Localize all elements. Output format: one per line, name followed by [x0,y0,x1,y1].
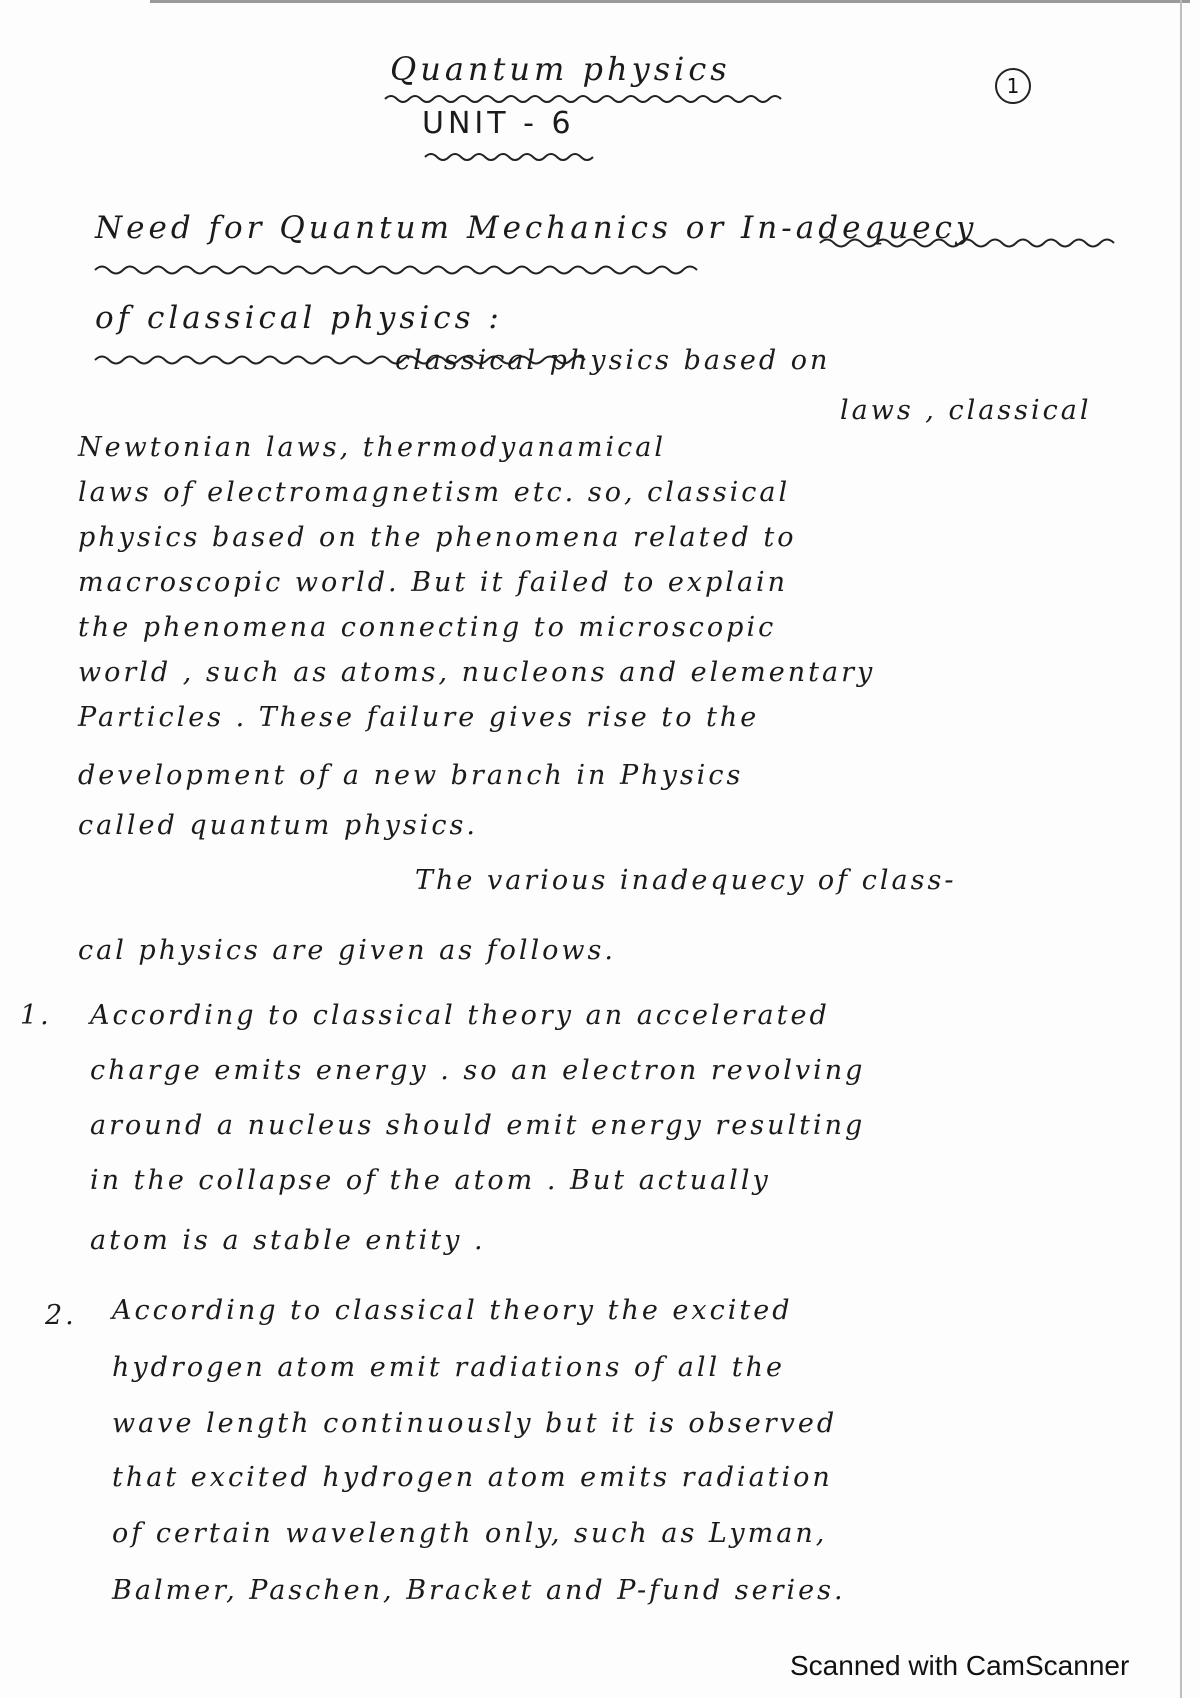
paragraph1-line: classical physics based on [395,345,831,376]
unit-label: UNIT - 6 [422,106,575,141]
point2-line: of certain wavelength only, such as Lyman, [112,1518,828,1549]
unit-underline [425,150,605,164]
point1-line: in the collapse of the atom . But actually [90,1165,771,1196]
paragraph1-line: laws of electromagnetism etc. so, classical [78,477,791,508]
paragraph1-line: the phenomena connecting to microscopic [78,612,777,643]
point1-line: According to classical theory an accelerated [90,1000,830,1031]
paragraph1-line: macroscopic world. But it failed to explain [78,567,789,598]
paragraph1-line: Newtonian laws, thermodyanamical [78,432,666,463]
paragraph1-line: physics based on the phenomena related to [78,522,797,553]
point1-number: 1. [20,1000,52,1031]
page-edge-top [150,0,1190,3]
point1-line: around a nucleus should emit energy resulting [90,1110,866,1141]
paragraph2-line: The various inadequecy of class- [415,865,957,896]
scanner-watermark: Scanned with CamScanner [790,1650,1130,1681]
heading-underline-part1 [95,262,715,278]
paragraph1-line: called quantum physics. [78,810,478,841]
point2-line: Balmer, Paschen, Bracket and P-fund series. [112,1575,846,1606]
section-heading-line1: Need for Quantum Mechanics or In-adequecy [95,210,978,246]
page-title: Quantum physics [390,50,731,88]
point2-line: wave length continuously but it is observed [112,1408,838,1439]
point2-number: 2. [45,1300,77,1331]
point2-line: According to classical theory the excited [112,1295,793,1326]
heading-underline-part2 [820,236,1120,250]
point2-line: hydrogen atom emit radiations of all the [112,1352,785,1383]
point1-line: atom is a stable entity . [90,1225,486,1256]
page-number-badge [995,68,1031,104]
paragraph1-line: world , such as atoms, nucleons and elementary [78,657,876,688]
page-edge-right [1180,0,1182,1698]
title-underline [385,92,785,106]
point1-line: charge emits energy . so an electron revolving [90,1055,866,1086]
section-heading-line2: of classical physics : [95,300,503,336]
paragraph1-line: development of a new branch in Physics [78,760,744,791]
page-number: 1 [1006,74,1020,98]
paragraph1-line: Particles . These failure gives rise to the [78,702,760,733]
paragraph2-line: cal physics are given as follows. [78,935,616,966]
paragraph1-line: laws , classical [840,395,1092,426]
point2-line: that excited hydrogen atom emits radiation [112,1462,833,1493]
